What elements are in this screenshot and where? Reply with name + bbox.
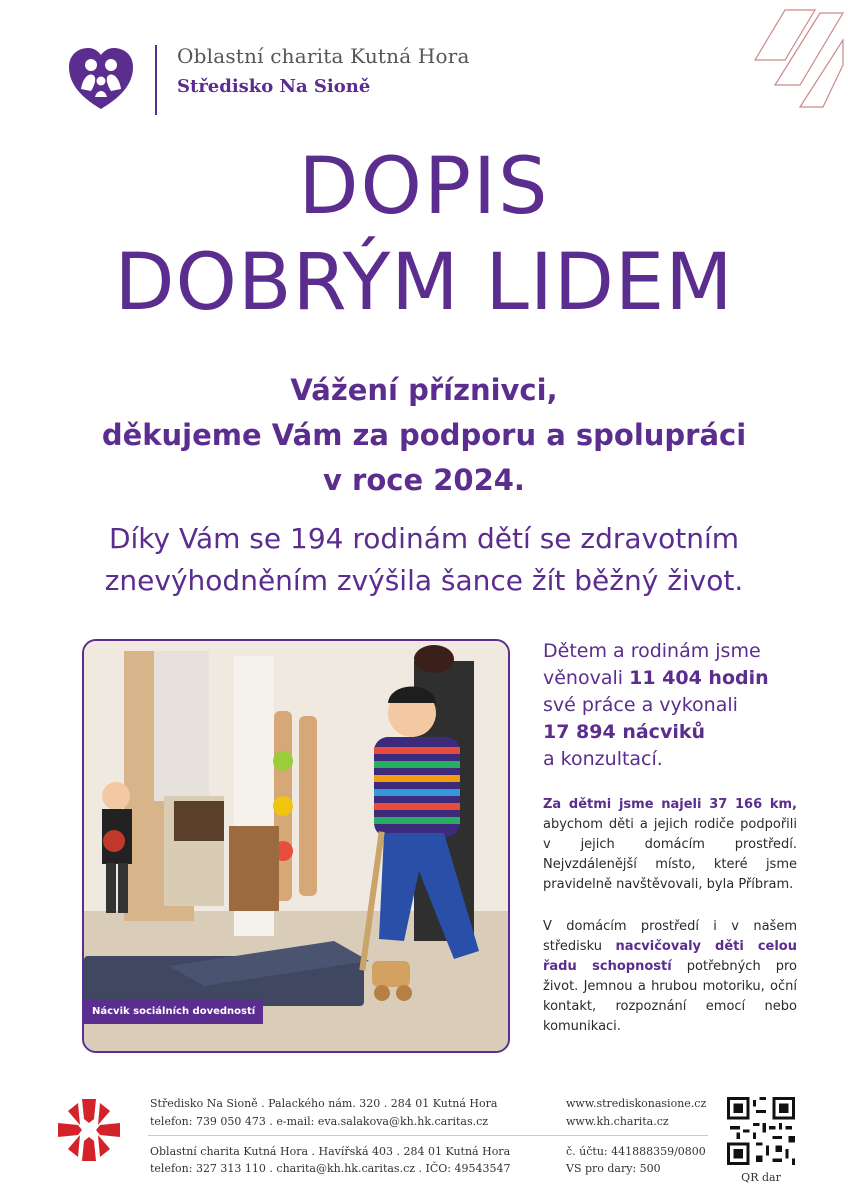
stats-line-3: své práce a vykonali xyxy=(543,694,738,716)
stats-text: věnovali xyxy=(543,667,630,689)
footer-divider xyxy=(148,1135,708,1136)
stats-line-1: Dětem a rodinám jsme xyxy=(543,640,761,662)
greeting-line-2: děkujeme Vám za podporu a spolupráci xyxy=(101,418,747,452)
photo-caption: Nácvik sociálních dovedností xyxy=(84,999,263,1024)
family-heart-logo xyxy=(67,45,135,115)
footer-web-2[interactable]: www.kh.charita.cz xyxy=(566,1115,669,1128)
stats-line-5: a konzultací. xyxy=(543,748,663,770)
hours-value: 11 404 hodin xyxy=(629,667,769,689)
intro-line-1: Díky Vám se 194 rodinám dětí se zdravotním xyxy=(108,522,740,555)
header-divider xyxy=(155,45,157,115)
activity-photo xyxy=(82,639,510,1053)
stats-line-4 xyxy=(543,719,783,746)
paragraph-skills xyxy=(543,917,797,1037)
distance-text: abychom děti a jejich rodiče podpořili v jejich domácím prostředí. Nejvzdálenější místo, které jsme pravidelně navštěvovali, byla Příbram. xyxy=(543,817,797,892)
trainings-value: 17 894 nácviků xyxy=(543,721,706,743)
stats-line-2 xyxy=(543,665,783,692)
footer-account: č. účtu: 441888359/0800 xyxy=(566,1145,706,1158)
skills-text-b: potřebných pro život. Jemnou a hrubou motoriku, oční kontakt, rozpoznání emocí nebo komunikaci. xyxy=(543,959,797,1034)
title-line-1: DOPIS xyxy=(298,142,550,232)
footer-vs: VS pro dary: 500 xyxy=(566,1162,661,1175)
decorative-stripes-icon xyxy=(745,5,845,110)
footer-web-1[interactable]: www.strediskonasione.cz xyxy=(566,1097,707,1110)
footer-center-address: Středisko Na Sioně . Palackého nám. 320 . 284 01 Kutná Hora xyxy=(150,1097,498,1110)
footer-org-contact: telefon: 327 313 110 . charita@kh.hk.caritas.cz . IČO: 49543547 xyxy=(150,1162,511,1175)
qr-label: QR dar xyxy=(741,1171,781,1184)
qr-code-icon xyxy=(727,1097,795,1165)
caritas-cross-icon xyxy=(56,1097,122,1163)
title-line-2: DOBRÝM LIDEM xyxy=(114,238,734,328)
skills-text-a: V domácím prostředí i v našem středisku xyxy=(543,919,797,954)
center-name: Středisko Na Sioně xyxy=(177,76,371,97)
footer-org-address: Oblastní charita Kutná Hora . Havířská 403 . 284 01 Kutná Hora xyxy=(150,1145,511,1158)
paragraph-distance xyxy=(543,795,797,895)
stats-block xyxy=(543,638,783,773)
greeting-line-1: Vážení příznivci, xyxy=(290,373,558,407)
org-name: Oblastní charita Kutná Hora xyxy=(177,44,470,68)
photo-illustration xyxy=(84,641,508,1051)
distance-highlight: Za dětmi jsme najeli 37 166 km, xyxy=(543,797,797,812)
footer-center-contact: telefon: 739 050 473 . e-mail: eva.salakova@kh.hk.caritas.cz xyxy=(150,1115,489,1128)
intro-line-2: znevýhodněním zvýšila šance žít běžný život. xyxy=(104,564,744,597)
greeting-line-3: v roce 2024. xyxy=(323,463,525,497)
skills-highlight: nacvičovaly děti celou řadu schopností xyxy=(543,939,797,974)
